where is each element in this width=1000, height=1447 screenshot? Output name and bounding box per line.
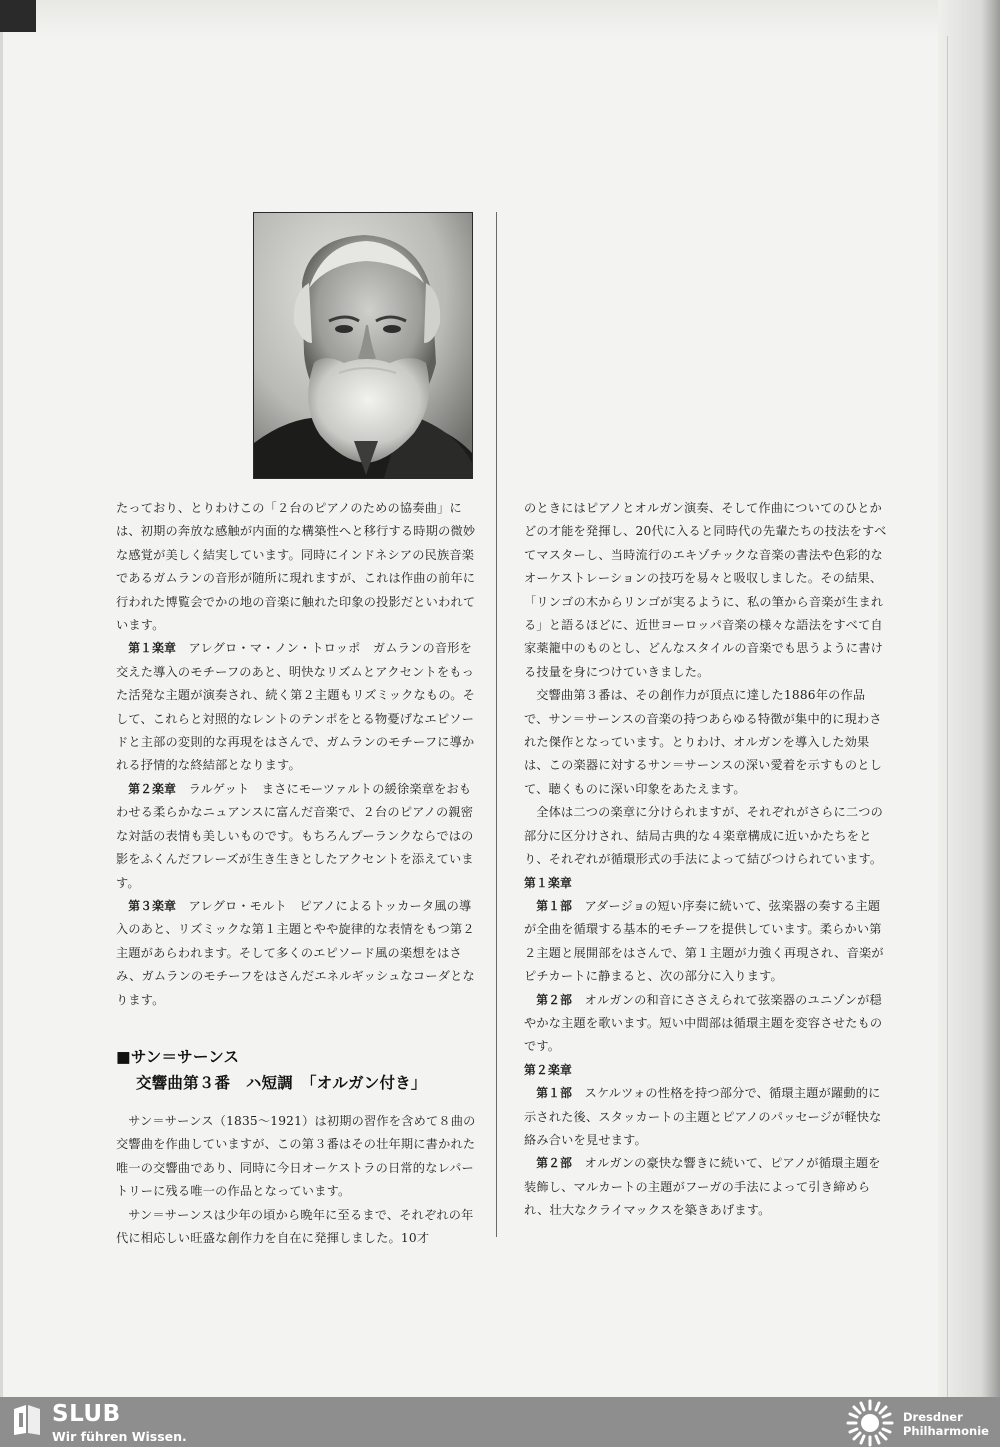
part-paragraph xyxy=(524,989,887,1059)
movement-paragraph xyxy=(116,895,479,1012)
heading-composer: ■サン＝サーンス xyxy=(116,1047,240,1066)
part-text: スケルツォの性格を持つ部分で、循環主題が躍動的に示された後、スタッカートの主題とピアノのパッセージが軽快な絡み合いを見せます。 xyxy=(524,1086,882,1147)
movement-label: 第１楽章 xyxy=(128,641,177,656)
dresdner-philharmonie-sun-icon[interactable] xyxy=(842,1399,898,1447)
movement-paragraph xyxy=(116,637,479,777)
part-text: オルガンの和音にささえられて弦楽器のユニゾンが穏やかな主題を歌います。短い中間部は循環主題を変容させたものです。 xyxy=(524,992,883,1054)
slub-logo-text[interactable]: SLUB xyxy=(52,1401,121,1427)
page-edge-line xyxy=(947,36,948,1397)
page-spine xyxy=(0,32,3,1397)
paragraph: のときにはピアノとオルガン演奏、そして作曲についてのひとかどの才能を発揮し、20代に入ると同時代の先輩たちの技法をすべてマスターし、当時流行のエキゾチックな音楽の書法や色彩的なオーケストレーションの技巧を易々と吸収しました。その結果、「リンゴの木からリンゴが実るように、私の筆から音楽が生まれる」と語るほどに、近世ヨーロッパ音楽の様々な語法をすべて自家薬籠中のものとし、どんなスタイルの音楽でも思うように書ける技量を身につけていきました。 xyxy=(524,501,887,679)
movement-heading: 第１楽章 xyxy=(524,875,572,890)
right-text-column xyxy=(524,497,887,1223)
movement-heading: 第２楽章 xyxy=(524,1062,572,1077)
dresdner-philharmonie-name[interactable] xyxy=(903,1410,989,1438)
part-label: 第２部 xyxy=(536,992,573,1007)
part-paragraph xyxy=(524,895,887,989)
paragraph: たっており、とりわけこの「２台のピアノのための協奏曲」には、初期の奔放な感触が内面的な構築性へと移行する時期の微妙な感覚が美しく結実しています。同時にインドネシアの民族音楽であるガムランの音形が随所に現れますが、これは作曲の前年に行われた博覧会でかの地の音楽に触れた印象の投影だといわれています。 xyxy=(116,501,476,633)
part-label: 第１部 xyxy=(536,898,573,913)
movement-text: ラルゲット まさにモーツァルトの緩徐楽章をおもわせる柔らかなニュアンスに富んだ音楽で、２台のピアノの親密な対話の表情も美しいものです。もちろんプーランクならではの影をふくんだフレーズが生き生きとしたアクセントを添えています。 xyxy=(116,781,474,890)
part-paragraph xyxy=(524,1082,887,1152)
part-label: 第２部 xyxy=(536,1156,573,1171)
section-heading xyxy=(116,1044,479,1096)
paragraph: 交響曲第３番は、その創作力が頂点に達した1886年の作品で、サン＝サーンスの音楽の持つあらゆる特徴が集中的に現わされた傑作となっています。とりわけ、オルガンを導入した効果は、この楽器に対するサン＝サーンスの深い愛着を示すものとして、聴くものに深い印象をあたえます。 xyxy=(524,688,883,796)
movement-text: アレグロ・モルト ピアノによるトッカータ風の導入のあと、リズミックな第１主題とやや旋律的な表情をもつ第２主題があらわれます。そして多くのエピソード風の楽想をはさみ、ガムランのモチーフをはさんだエネルギッシュなコーダとなります。 xyxy=(116,898,475,1007)
composer-portrait xyxy=(253,212,473,479)
left-text-column xyxy=(116,497,479,1250)
heading-work-title: 交響曲第３番 ハ短調 「オルガン付き」 xyxy=(136,1073,427,1092)
slub-tagline: Wir führen Wissen. xyxy=(52,1429,187,1444)
page-top-edge xyxy=(0,0,1000,36)
movement-label: 第２楽章 xyxy=(128,781,177,796)
part-text: オルガンの豪快な響きに続いて、ピアノが循環主題を装飾し、マルカートの主題がフーガの手法によって引き締められ、壮大なクライマックスを築きあげます。 xyxy=(524,1156,881,1218)
slub-book-icon[interactable] xyxy=(12,1403,42,1437)
paragraph: サン＝サーンス（1835～1921）は初期の習作を含めて８曲の交響曲を作曲していますが、この第３番はその壮年期に書かれた唯一の交響曲であり、同時に今日オーケストラの日常的なレパートリーに残る唯一の作品となっています。 xyxy=(116,1113,476,1199)
column-divider xyxy=(496,212,497,1237)
part-text: アダージョの短い序奏に続いて、弦楽器の奏する主題が全曲を循環する基本的モチーフを提供しています。柔らかい第２主題と展開部をはさんで、第１主題が力強く再現され、音楽がピチカートに静まると、次の部分に入ります。 xyxy=(524,898,884,984)
dp-name-line1: Dresdner xyxy=(903,1410,963,1424)
composer-portrait-photo xyxy=(254,213,472,478)
part-paragraph xyxy=(524,1152,887,1222)
paragraph: サン＝サーンスは少年の頃から晩年に至るまで、それぞれの年代に相応しい旺盛な創作力を自在に発揮しました。10才 xyxy=(116,1207,474,1245)
movement-text: アレグロ・マ・ノン・トロッポ ガムランの音形を交えた導入のモチーフのあと、明快なリズムとアクセントをもった活発な主題が演奏され、続く第２主題もリズミックなもの。そして、これらと対照的なレントのテンポをとる物憂げなエピソードと主部の変則的な再現をはさんで、ガムランのモチーフに導かれる抒情的な終結部となります。 xyxy=(116,641,475,773)
dp-name-line2: Philharmonie xyxy=(903,1424,989,1438)
paragraph: 全体は二つの楽章に分けられますが、それぞれがさらに二つの部分に区分けされ、結局古典的な４楽章構成に近いかたちをとり、それぞれが循環形式の手法によって結びつけられています。 xyxy=(524,805,884,867)
page-corner-shadow xyxy=(0,0,36,32)
movement-paragraph xyxy=(116,778,479,895)
part-label: 第１部 xyxy=(536,1086,573,1101)
movement-label: 第３楽章 xyxy=(128,898,177,913)
